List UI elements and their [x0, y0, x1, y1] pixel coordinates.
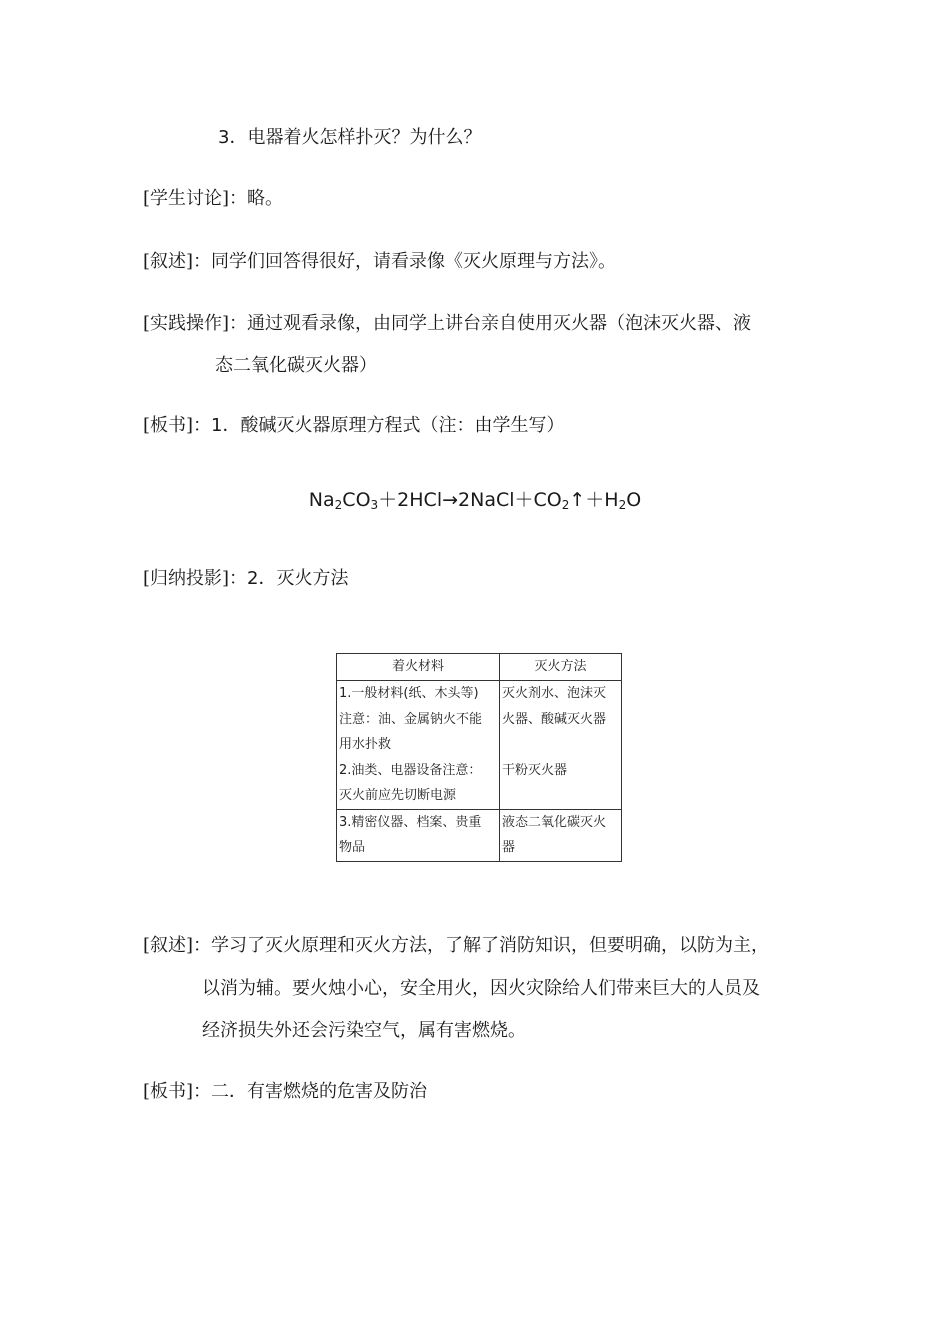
section-tag: [板书]：: [143, 1081, 212, 1102]
question-number: 3．: [218, 127, 248, 148]
student-discussion: [143, 187, 283, 211]
narration-2-line-2: [202, 977, 760, 1001]
section-tag: [学生讨论]：: [143, 188, 248, 209]
table-row: [337, 681, 622, 810]
chemical-equation: $Na_2CO_3+2HCl\to 2NaCl+CO_2↑+H_2O$: [308, 489, 642, 512]
section-tag: [实践操作]：: [143, 313, 248, 334]
paragraph-text: 灭火方法: [276, 568, 349, 589]
table-header-row: [337, 654, 622, 681]
paragraph-text: 学习了灭火原理和灭火方法，了解了消防知识，但要明确，以防为主，: [211, 935, 770, 956]
method-cell: 液态二氧化碳灭火 器: [500, 809, 622, 861]
paragraph-text: 二．有害燃烧的危害及防治: [211, 1081, 428, 1102]
blackboard-1: [143, 414, 565, 438]
header-method: 灭火方法: [500, 654, 622, 681]
question-text: 电器着火怎样扑灭？为什么？: [247, 127, 482, 148]
summary-projection: [143, 567, 349, 591]
header-material: 着火材料: [337, 654, 500, 681]
paragraph-text: 同学们回答得很好，请看录像《灭火原理与方法》。: [211, 251, 617, 272]
section-tag: [板书]：: [143, 415, 212, 436]
paragraph-text: 略。: [247, 188, 284, 209]
practice-continuation: [215, 354, 377, 378]
paragraph-text: 通过观看录像，由同学上讲台亲自使用灭火器（泡沫灭火器、液: [247, 313, 752, 334]
question-3: [218, 126, 481, 150]
paragraph-text: 以消为辅。要火烛小心，安全用火，因火灾除给人们带来巨大的人员及: [202, 978, 760, 999]
practice-operation: [143, 312, 751, 336]
paragraph-text: 经济损失外还会污染空气，属有害燃烧。: [202, 1020, 526, 1041]
fire-extinguishing-table: [336, 653, 622, 862]
narration-1: [143, 250, 616, 274]
section-tag: [归纳投影]：: [143, 568, 248, 589]
material-cell: 1.一般材料(纸、木头等) 注意：油、金属钠火不能 用水扑救 2.油类、电器设备注意： 灭火前应先切断电源: [337, 681, 500, 810]
item-number: 2．: [247, 568, 277, 589]
blackboard-2: [143, 1080, 427, 1104]
table-row: [337, 809, 622, 861]
section-tag: [叙述]：: [143, 251, 212, 272]
item-number: 1．: [211, 415, 241, 436]
section-tag: [叙述]：: [143, 935, 212, 956]
method-cell: 灭火剂水、泡沫灭 火器、酸碱灭火器 干粉灭火器: [500, 681, 622, 810]
narration-2-line-3: [202, 1019, 526, 1043]
paragraph-text: 酸碱灭火器原理方程式（注：由学生写）: [240, 415, 565, 436]
material-cell: 3.精密仪器、档案、贵重 物品: [337, 809, 500, 861]
narration-2: [143, 934, 769, 958]
paragraph-text: 态二氧化碳灭火器）: [215, 355, 377, 376]
